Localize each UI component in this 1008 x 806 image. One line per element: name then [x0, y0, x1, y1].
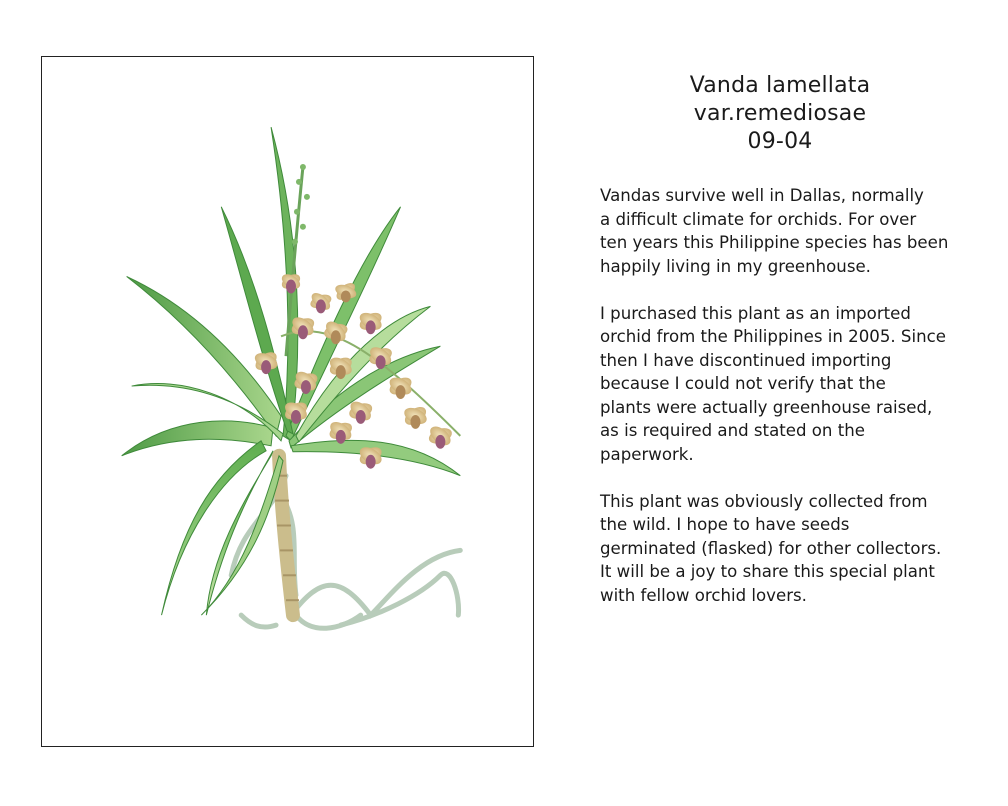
text-line: happily living in my greenhouse.	[600, 256, 871, 276]
text-line: because I could not verify that the	[600, 374, 886, 393]
text-line: This plant was obviously collected from	[600, 491, 928, 511]
text-line: ten years this Philippine species has been	[600, 233, 949, 252]
text-line: the wild. I hope to have seeds	[600, 515, 850, 534]
paragraph-wild	[600, 490, 970, 608]
text-line: Vandas survive well in Dallas, normally	[600, 186, 924, 205]
text-line: germinated (flasked) for other collectors.	[600, 538, 942, 558]
species-name: Vanda lamellata	[689, 73, 871, 98]
specimen-title	[640, 72, 920, 156]
main-stem	[279, 456, 293, 615]
vanda-orchid-illustration	[42, 57, 533, 746]
text-line: It will be a joy to share this special plant	[600, 562, 935, 581]
specimen-number: 09-04	[747, 129, 813, 154]
variety-name: var.remediosae	[693, 101, 867, 126]
text-line: as is required and stated on the	[600, 421, 865, 440]
text-line: plants were actually greenhouse raised,	[600, 397, 933, 417]
text-line: then I have discontinued importing	[600, 350, 892, 370]
text-line: orchid from the Philippines in 2005. Since	[600, 327, 946, 346]
description-text	[600, 184, 970, 631]
paragraph-purchase	[600, 302, 970, 467]
text-line: a difficult climate for orchids. For over	[600, 209, 917, 229]
text-line: I purchased this plant as an imported	[600, 303, 911, 323]
illustration-frame	[41, 56, 534, 747]
text-line: paperwork.	[600, 444, 694, 464]
text-line: with fellow orchid lovers.	[600, 585, 807, 605]
paragraph-climate	[600, 184, 970, 278]
